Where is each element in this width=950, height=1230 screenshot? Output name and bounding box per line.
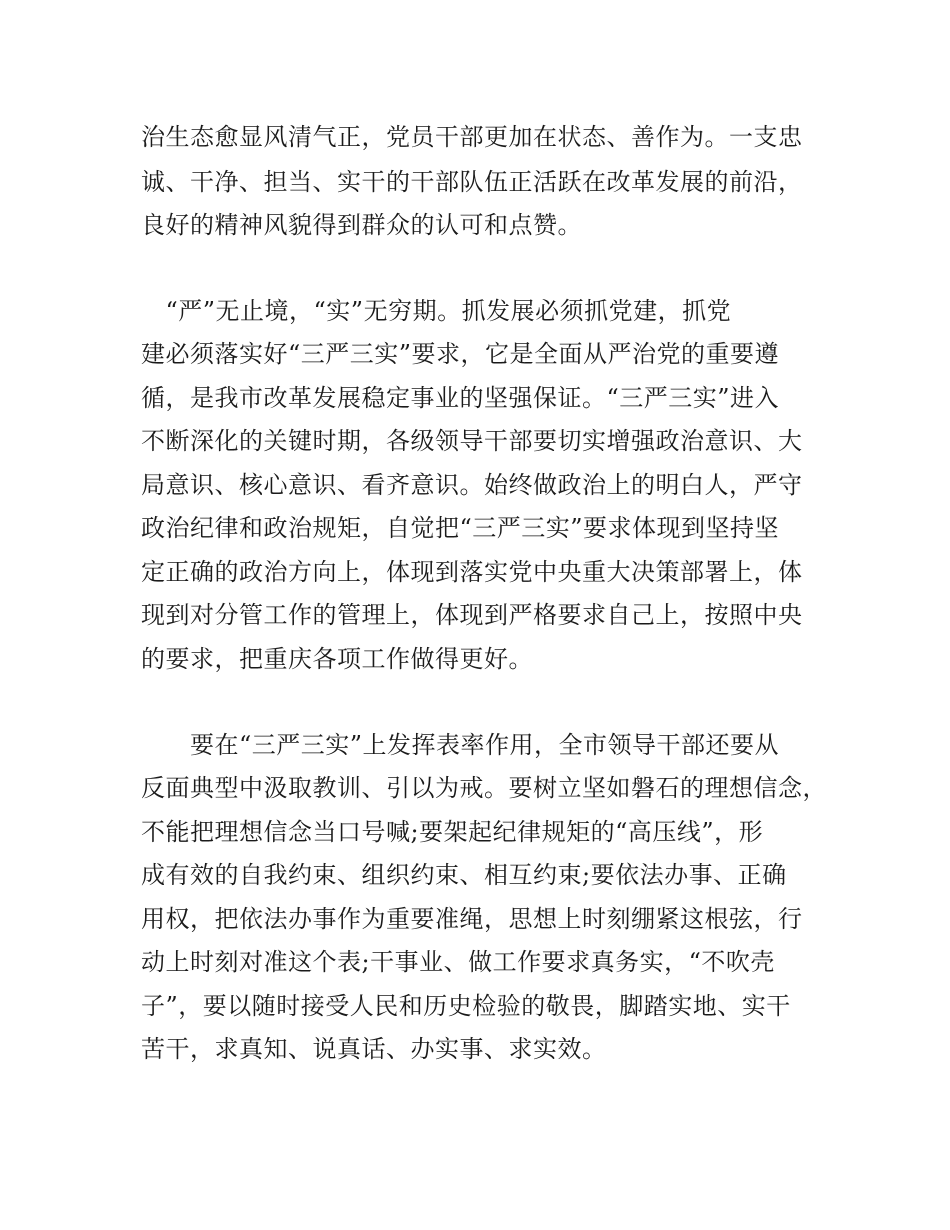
paragraph-3-line-5: 用权，把依法办事作为重要准绳，思想上时刻绷紧这根弦，行 bbox=[141, 905, 803, 933]
paragraph-1-line-1: 治生态愈显风清气正，党员干部更加在状态、善作为。一支忠 bbox=[141, 123, 803, 151]
paragraph-2-line-1: “严”无止境，“实”无穷期。抓发展必须抓党建，抓党 bbox=[141, 297, 732, 325]
paragraph-2-line-4: 不断深化的关键时期，各级领导干部要切实增强政治意识、大 bbox=[141, 427, 803, 455]
paragraph-2-line-5: 局意识、核心意识、看齐意识。始终做政治上的明白人，严守 bbox=[141, 471, 803, 499]
paragraph-2-line-9: 的要求，把重庆各项工作做得更好。 bbox=[141, 645, 533, 673]
paragraph-2-line-6: 政治纪律和政治规矩，自觉把“三严三实”要求体现到坚持坚 bbox=[141, 514, 780, 542]
paragraph-3-line-6: 动上时刻对准这个表;干事业、做工作要求真务实，“不吹壳 bbox=[141, 948, 775, 976]
paragraph-3-line-3: 不能把理想信念当口号喊;要架起纪律规矩的“高压线”，形 bbox=[141, 818, 764, 846]
paragraph-3-line-4: 成有效的自我约束、组织约束、相互约束;要依法办事、正确 bbox=[141, 861, 787, 889]
paragraph-3-line-1: 要在“三严三实”上发挥表率作用，全市领导干部还要从 bbox=[141, 731, 780, 759]
paragraph-3-line-7: 子”，要以随时接受人民和历史检验的敬畏，脚踏实地、实干 bbox=[141, 992, 791, 1020]
paragraph-1-line-3: 良好的精神风貌得到群众的认可和点赞。 bbox=[141, 211, 582, 239]
paragraph-2-line-3: 循，是我市改革发展稳定事业的坚强保证。“三严三实”进入 bbox=[141, 384, 780, 412]
paragraph-2-line-7: 定正确的政治方向上，体现到落实党中央重大决策部署上，体 bbox=[141, 558, 803, 586]
paragraph-1-line-2: 诚、干净、担当、实干的干部队伍正活跃在改革发展的前沿， bbox=[141, 168, 803, 196]
paragraph-2-line-8: 现到对分管工作的管理上，体现到严格要求自己上，按照中央 bbox=[141, 601, 803, 629]
paragraph-3-line-8: 苦干，求真知、说真话、办实事、求实效。 bbox=[141, 1035, 607, 1063]
paragraph-3-line-2: 反面典型中汲取教训、引以为戒。要树立坚如磐石的理想信念， bbox=[141, 774, 827, 802]
paragraph-2-line-2: 建必须落实好“三严三实”要求，它是全面从严治党的重要遵 bbox=[141, 340, 780, 368]
